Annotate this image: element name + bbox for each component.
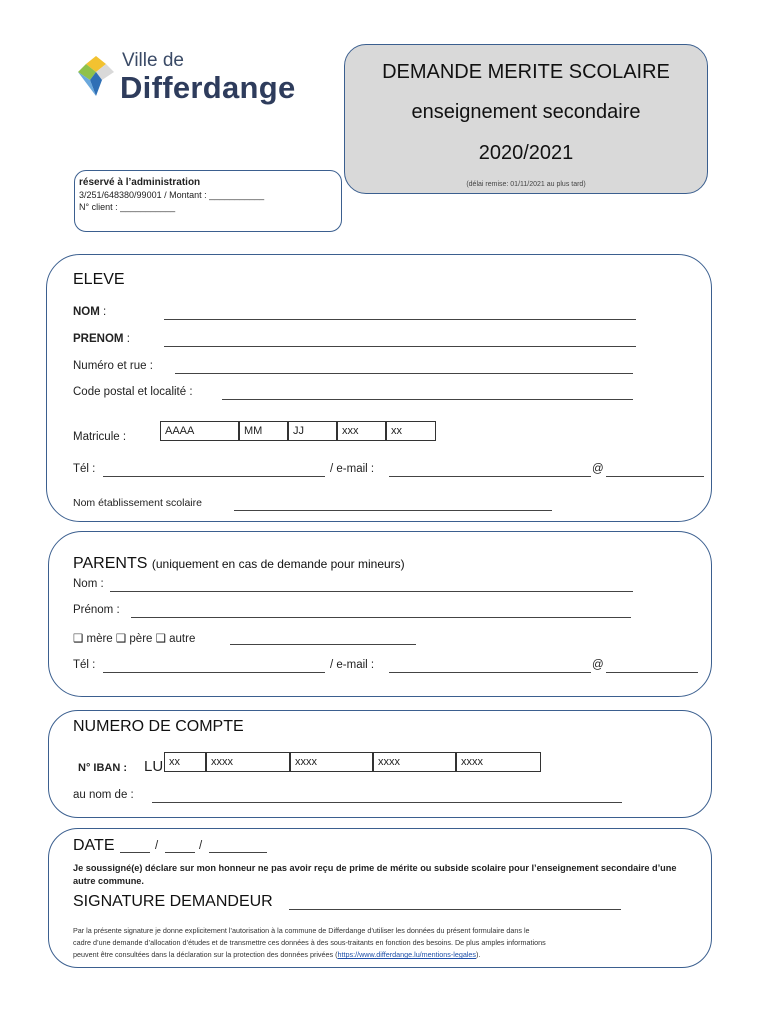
- legal-line-2: cadre d’une demande d’allocation d’études et de transmettre ces données à des sous-traitants en fonction des besoins. De plus amples informations: [73, 938, 546, 947]
- admin-title: réservé à l’administration: [79, 177, 201, 188]
- parent-tel-label: Tél :: [73, 659, 96, 671]
- parent-prenom-label: Prénom :: [73, 604, 120, 616]
- parents-title: PARENTS (uniquement en cas de demande pour mineurs): [73, 555, 405, 572]
- admin-box: [74, 170, 342, 232]
- compte-nom-field[interactable]: [152, 802, 622, 803]
- eleve-email-domain-field[interactable]: [606, 476, 704, 477]
- admin-client-line: N° client : ___________: [79, 202, 176, 212]
- date-slash-1: /: [155, 840, 159, 852]
- prenom-field[interactable]: [164, 346, 636, 347]
- parent-autre-field[interactable]: [230, 644, 416, 645]
- eleve-email-field[interactable]: [389, 476, 591, 477]
- matricule-cell-year[interactable]: AAAA: [160, 421, 239, 441]
- etablissement-label: Nom établissement scolaire: [73, 497, 202, 509]
- date-day-field[interactable]: [120, 852, 150, 853]
- prenom-label: PRENOM :: [73, 333, 130, 345]
- matricule-cell-month[interactable]: MM: [239, 421, 288, 441]
- compte-title: NUMERO DE COMPTE: [73, 718, 244, 735]
- code-postal-field[interactable]: [222, 399, 633, 400]
- matricule-cells[interactable]: [160, 421, 436, 441]
- iban-cell-5[interactable]: xxxx: [456, 752, 541, 772]
- form-title: DEMANDE MERITE SCOLAIRE: [382, 61, 670, 83]
- iban-country-code: LU: [144, 758, 164, 775]
- parent-tel-field[interactable]: [103, 672, 325, 673]
- logo-emblem-icon: [76, 54, 116, 98]
- eleve-tel-label: Tél :: [73, 463, 96, 475]
- logo-text-name: Differdange: [120, 70, 296, 105]
- matricule-cell-xxx[interactable]: xxx: [337, 421, 386, 441]
- iban-cell-4[interactable]: xxxx: [373, 752, 456, 772]
- matricule-cell-day[interactable]: JJ: [288, 421, 337, 441]
- eleve-title: ELEVE: [73, 271, 125, 288]
- nom-field[interactable]: [164, 319, 636, 320]
- declaration-text: Je soussigné(e) déclare sur mon honneur ne pas avoir reçu de prime de mérite ou subside scolaire pour l’enseignement secondaire d’une autre commune.: [73, 863, 677, 886]
- iban-cell-1[interactable]: xx: [164, 752, 206, 772]
- school-year: 2020/2021: [478, 142, 574, 164]
- admin-account-line: 3/251/648380/99001 / Montant : ___________: [79, 190, 265, 200]
- rue-label: Numéro et rue :: [73, 360, 153, 372]
- parent-email-domain-field[interactable]: [606, 672, 698, 673]
- eleve-email-label: / e-mail :: [330, 463, 375, 475]
- title-box: [344, 44, 708, 194]
- signature-field[interactable]: [289, 909, 621, 910]
- date-month-field[interactable]: [165, 852, 195, 853]
- form-subtitle: enseignement secondaire: [411, 101, 641, 123]
- parent-relation-choices[interactable]: ❑ mère ❑ père ❑ autre: [73, 633, 196, 645]
- logo-text-ville: Ville de: [122, 50, 184, 71]
- code-postal-label: Code postal et localité :: [73, 386, 193, 398]
- iban-cell-3[interactable]: xxxx: [290, 752, 373, 772]
- matricule-label: Matricule :: [73, 431, 127, 443]
- eleve-tel-field[interactable]: [103, 476, 325, 477]
- parents-subtitle: (uniquement en cas de demande pour mineurs): [151, 557, 405, 571]
- matricule-cell-xx[interactable]: xx: [386, 421, 436, 441]
- compte-nom-label: au nom de :: [73, 789, 134, 801]
- parent-email-field[interactable]: [389, 672, 591, 673]
- eleve-email-at: @: [592, 463, 604, 475]
- parent-prenom-field[interactable]: [131, 617, 631, 618]
- logo: [74, 48, 314, 108]
- parent-nom-label: Nom :: [73, 578, 104, 590]
- iban-label: N° IBAN :: [78, 762, 128, 774]
- etablissement-field[interactable]: [234, 510, 552, 511]
- date-slash-2: /: [199, 840, 203, 852]
- legal-line-1: Par la présente signature je donne explicitement l’autorisation à la commune de Differdange d’utiliser les données du présent formulaire dans le: [73, 926, 530, 935]
- date-title: DATE: [73, 837, 115, 854]
- parent-email-at: @: [592, 659, 604, 671]
- iban-cells[interactable]: [164, 752, 541, 772]
- parent-email-label: / e-mail :: [330, 659, 375, 671]
- iban-cell-2[interactable]: xxxx: [206, 752, 290, 772]
- privacy-link[interactable]: https://www.differdange.lu/mentions-legales: [337, 950, 477, 959]
- deadline-note: (délai remise: 01/11/2021 au plus tard): [466, 181, 586, 188]
- parent-nom-field[interactable]: [110, 591, 633, 592]
- rue-field[interactable]: [175, 373, 633, 374]
- signature-label: SIGNATURE DEMANDEUR: [73, 893, 273, 910]
- date-year-field[interactable]: [209, 852, 267, 853]
- nom-label: NOM :: [73, 306, 107, 318]
- legal-line-3: peuvent être consultées dans la déclaration sur la protection des données privées (https://www.differdange.lu/mentions-legales).: [73, 950, 481, 959]
